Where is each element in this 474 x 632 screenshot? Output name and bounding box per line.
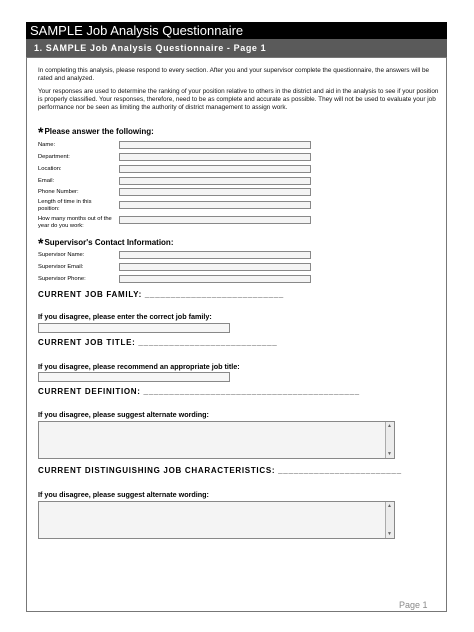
supervisor-email-label: Supervisor Email: [38, 264, 84, 270]
department-input[interactable] [119, 153, 311, 161]
intro-paragraph-1: In completing this analysis, please respond to every section. After you and your supervisor complete the questionnaire, the answers will be rated and analyzed. [38, 67, 430, 82]
job-family-question: If you disagree, please enter the correct job family: [38, 312, 212, 321]
scroll-down-icon[interactable]: ▼ [387, 451, 392, 457]
answer-header-text: Please answer the following: [44, 127, 154, 136]
months-worked-label: How many months out of the year do you work: [38, 216, 112, 229]
phone-label: Phone Number: [38, 189, 79, 195]
answer-section-header [38, 124, 154, 140]
name-input[interactable] [119, 141, 311, 149]
job-title-label: CURRENT JOB TITLE: ___________________________ [38, 338, 278, 347]
characteristics-question: If you disagree, please suggest alternate wording: [38, 490, 209, 499]
scroll-up-icon[interactable]: ▲ [387, 423, 392, 429]
email-input[interactable] [119, 177, 311, 185]
supervisor-name-input[interactable] [119, 251, 311, 259]
required-star-icon: * [38, 235, 44, 251]
definition-question: If you disagree, please suggest alternate wording: [38, 410, 209, 419]
job-family-label: CURRENT JOB FAMILY: ___________________________ [38, 290, 284, 299]
definition-textarea[interactable] [38, 421, 395, 459]
supervisor-section-header [38, 235, 173, 251]
scroll-up-icon[interactable]: ▲ [387, 503, 392, 509]
characteristics-scrollbar[interactable] [385, 502, 394, 538]
supervisor-email-input[interactable] [119, 263, 311, 271]
supervisor-phone-label: Supervisor Phone: [38, 276, 86, 282]
definition-scrollbar[interactable] [385, 422, 394, 458]
intro-paragraph-2: Your responses are used to determine the ranking of your position relative to others in the district and aid in the analysis to see if your position is properly classified. Your responses, therefore, need to be as complete and accurate as possible. They will not be used to evaluate your job performance nor be seen as limiting the authority of district management to assign work. [38, 88, 439, 111]
phone-input[interactable] [119, 188, 311, 196]
location-input[interactable] [119, 165, 311, 173]
length-of-time-label: Length of time in this position: [38, 199, 92, 212]
scroll-down-icon[interactable]: ▼ [387, 531, 392, 537]
supervisor-phone-input[interactable] [119, 275, 311, 283]
department-label: Department: [38, 154, 70, 160]
name-label: Name: [38, 142, 56, 148]
months-worked-input[interactable] [119, 216, 311, 224]
location-label: Location: [38, 166, 62, 172]
page-number: Page 1 [399, 600, 428, 610]
definition-label: CURRENT DEFINITION: __________________________________________ [38, 387, 360, 396]
document-title: SAMPLE Job Analysis Questionnaire [26, 22, 447, 39]
job-title-question: If you disagree, please recommend an appropriate job title: [38, 362, 240, 371]
length-of-time-input[interactable] [119, 201, 311, 209]
supervisor-name-label: Supervisor Name: [38, 252, 85, 258]
job-family-input[interactable] [38, 323, 230, 333]
email-label: Email: [38, 178, 55, 184]
required-star-icon: * [38, 124, 44, 140]
supervisor-header-text: Supervisor's Contact Information: [44, 238, 174, 247]
section-title: 1. SAMPLE Job Analysis Questionnaire - Page 1 [26, 39, 447, 57]
job-title-input[interactable] [38, 372, 230, 382]
characteristics-textarea[interactable] [38, 501, 395, 539]
characteristics-label: CURRENT DISTINGUISHING JOB CHARACTERISTICS: ________________________ [38, 466, 402, 475]
